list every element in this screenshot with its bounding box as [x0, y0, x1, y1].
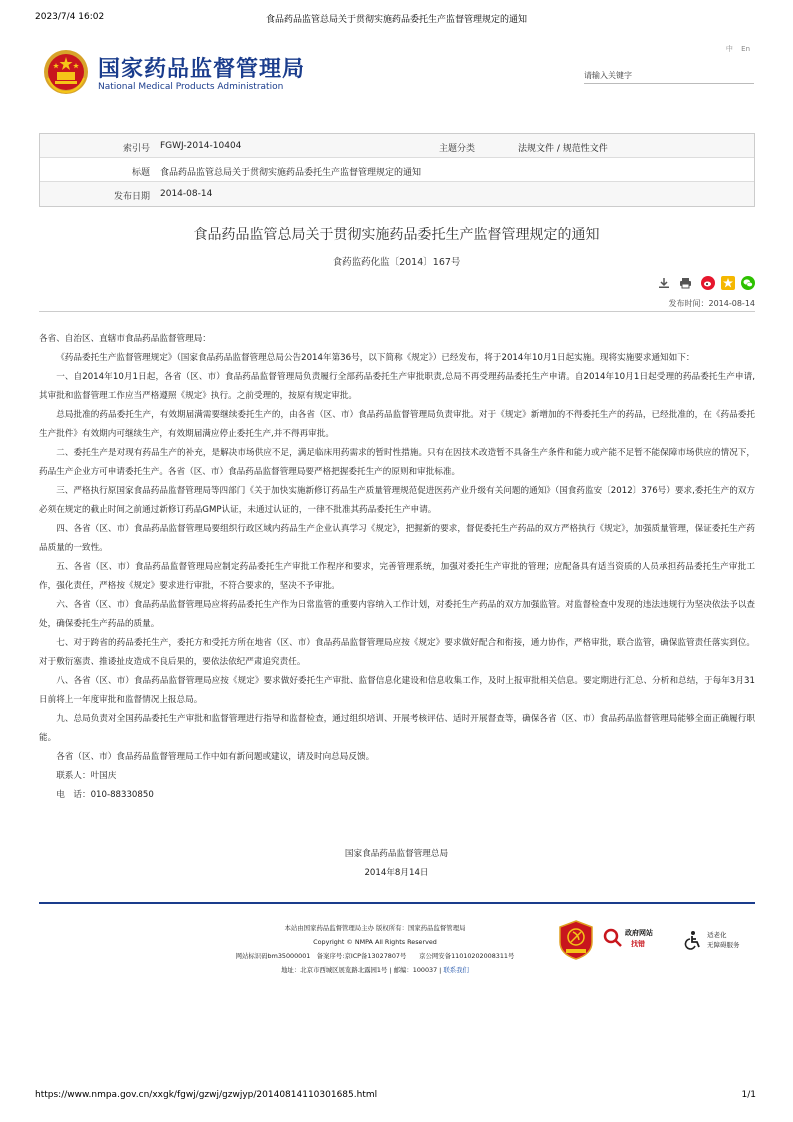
paragraph-7: 七、对于跨省的药品委托生产，委托方和受托方所在地省（区、市）食品药品监督管理局应按《规定》要求做好配合和衔接，通力协作，严格审批，联合监管，确保监管责任落实到位。对于敷衍塞责、推诿扯皮造成不良后果的，要依法依纪严肃追究责任。: [39, 638, 755, 667]
gov-website-error-report-badge[interactable]: [603, 926, 665, 952]
date-value: 2014-08-14: [160, 189, 213, 199]
index-value: FGWJ-2014-10404: [160, 141, 242, 151]
document-number: 食药监药化监〔2014〕167号: [332, 257, 461, 268]
accessibility-icon: [683, 930, 703, 950]
contact-person: 联系人：叶国庆: [56, 771, 117, 781]
paragraph-feedback: 各省（区、市）食品药品监督管理局工作中如有新问题或建议，请及时向总局反馈。: [56, 752, 375, 762]
date-label: 发布日期: [113, 192, 150, 202]
accessibility-text-1: 适老化: [707, 931, 727, 939]
category-label: 主题分类: [438, 144, 475, 154]
sign-date: 2014年8月14日: [364, 868, 429, 878]
footer-sponsor: 本站由国家药品监督管理局主办 版权所有：国家药品监督管理局: [284, 924, 466, 932]
category-value: 法规文件 / 规范性文件: [518, 144, 608, 154]
title-divider: [39, 311, 755, 312]
document-body: [39, 330, 755, 805]
national-emblem-icon[interactable]: [42, 48, 90, 96]
signer: 国家食品药品监督管理总局: [344, 849, 449, 859]
site-footer: [200, 921, 550, 977]
gov-badge-text: 政府网站: [625, 929, 653, 937]
paragraph-1b: 总局批准的药品委托生产，有效期届满需要继续委托生产的，由各省（区、市）食品药品监督管理局负责审批。对于《规定》新增加的不得委托生产的药品，已经批准的，在《药品委托生产批件》有效期内可继续生产，有效期届满应停止委托生产,并不得再审批。: [39, 410, 755, 439]
paragraph-6: 六、各省（区、市）食品药品监督管理局应将药品委托生产作为日常监管的重要内容纳入工作计划，对委托生产药品的双方加强监管。对监督检查中发现的违法违规行为坚决依法予以查处，确保委托生产药品的质量。: [39, 600, 755, 629]
salutation: 各省、自治区、直辖市食品药品监督管理局：: [39, 334, 211, 344]
print-title: 食品药品监管总局关于贯彻实施药品委托生产监督管理规定的通知: [265, 15, 527, 25]
language-switch: [720, 44, 750, 54]
site-header: [42, 44, 754, 104]
print-datetime: 2023/7/4 16:02: [35, 12, 105, 22]
paragraph-5: 五、各省（区、市）食品药品监督管理局应制定药品委托生产审批工作程序和要求，完善管理系统，加强对委托生产审批的管理；应配备具有适当资质的人员承担药品委托生产审批工作，强化责任，严格按《规定》要求进行审批，不符合要求的，坚决不予审批。: [39, 562, 755, 591]
print-page-number: 1/1: [741, 1090, 756, 1100]
meta-row-index: [40, 134, 754, 158]
print-header: [0, 12, 793, 26]
lang-en-link[interactable]: En: [741, 45, 750, 53]
site-name-cn: 国家药品监督管理局: [98, 57, 306, 82]
title-label: 标题: [131, 168, 150, 178]
qzone-share-icon[interactable]: [721, 276, 735, 290]
paragraph-2: 二、委托生产是对现有药品生产的补充，是解决市场供应不足，满足临床用药需求的暂时性措施。只有在因技术改造暂不具备生产条件和能力或产能不足暂不能保障市场供应的情况下，药品生产企业方可申请委托生产。各省（区、市）食品药品监督管理局要严格把握委托生产的原则和审批标准。: [39, 448, 755, 477]
paragraph-intro: 《药品委托生产监督管理规定》（国家食品药品监督管理总局公告2014年第36号，以下简称《规定》）已经发布，将于2014年10月1日起实施。现将实施要求通知如下：: [56, 353, 695, 363]
paragraph-9: 九、总局负责对全国药品委托生产审批和监督管理进行指导和监督检查，通过组织培训、开展考核评估、适时开展督查等，确保各省（区、市）食品药品监督管理局能够全面正确履行职能。: [39, 714, 755, 743]
title-value: 食品药品监管总局关于贯彻实施药品委托生产监督管理规定的通知: [160, 168, 422, 178]
party-organization-badge-icon[interactable]: [558, 920, 594, 960]
paragraph-4: 四、各省（区、市）食品药品监督管理局要组织行政区域内药品生产企业认真学习《规定》，把握新的要求，督促委托生产药品的双方严格执行《规定》，加强质量管理，保证委托生产药品质量的一致性。: [39, 524, 755, 553]
gov-badge-subtext: 找错: [631, 940, 645, 948]
paragraph-1: 一、自2014年10月1日起，各省（区、市）食品药品监督管理局负责履行全部药品委托生产审批职责,总局不再受理药品委托生产申请。自2014年10月1日起受理的药品委托生产申请,其审批和监督管理工作应当严格遵照《规定》执行。之前受理的，按原有规定审批。: [39, 372, 755, 401]
search-input[interactable]: 请输入关键字: [584, 66, 754, 84]
publish-time: [669, 298, 756, 309]
contact-us-link[interactable]: 联系我们: [443, 966, 469, 974]
lang-zh-link[interactable]: 中: [725, 45, 733, 53]
footer-divider: [39, 902, 755, 904]
meta-row-title: [40, 158, 754, 182]
publish-time-value: 2014-08-14: [708, 299, 755, 308]
accessibility-text-2: 无障碍服务: [707, 941, 740, 949]
footer-address-line: [200, 963, 550, 977]
download-icon[interactable]: [658, 277, 670, 289]
footer-copyright: Copyright © NMPA All Rights Reserved: [313, 938, 437, 946]
accessibility-service-badge[interactable]: [683, 929, 753, 951]
publish-time-label: 发布时间：: [668, 299, 709, 308]
index-label: 索引号: [122, 144, 150, 154]
footer-registration: 网站标识码bm35000001 备案序号:京ICP备13027807号 京公网安备11010202008311号: [235, 952, 515, 960]
paragraph-8: 八、各省（区、市）食品药品监督管理局应按《规定》要求做好委托生产审批、监督信息化建设和信息收集工作，及时上报审批相关信息。要定期进行汇总、分析和总结，于每年3月31日前将上一年度审批和监督情况上报总局。: [39, 676, 755, 705]
site-name-en: National Medical Products Administration: [98, 82, 284, 92]
meta-row-date: [40, 182, 754, 206]
contact-phone: 电 话：010-88330850: [56, 790, 154, 800]
print-url: https://www.nmpa.gov.cn/xxgk/fgwj/gzwj/gzwjyp/20140814110301685.html: [35, 1090, 378, 1100]
paragraph-3: 三、严格执行原国家食品药品监督管理局等四部门《关于加快实施新修订药品生产质量管理规范促进医药产业升级有关问题的通知》（国食药监安〔2012〕376号）要求,委托生产的双方必须在规定的截止时间之前通过新修订药品GMP认证，未通过认证的，一律不批准其药品委托生产申请。: [39, 486, 755, 515]
document-title: 食品药品监管总局关于贯彻实施药品委托生产监督管理规定的通知: [193, 227, 600, 243]
print-icon[interactable]: [679, 277, 692, 289]
footer-address: 地址：北京市西城区展览路北露园1号 | 邮编：100037 |: [281, 966, 444, 974]
toolbar: [654, 272, 755, 288]
weibo-share-icon[interactable]: [701, 276, 715, 290]
document-meta-table: [39, 133, 755, 207]
wechat-share-icon[interactable]: [741, 276, 755, 290]
magnifier-icon: [603, 928, 623, 948]
